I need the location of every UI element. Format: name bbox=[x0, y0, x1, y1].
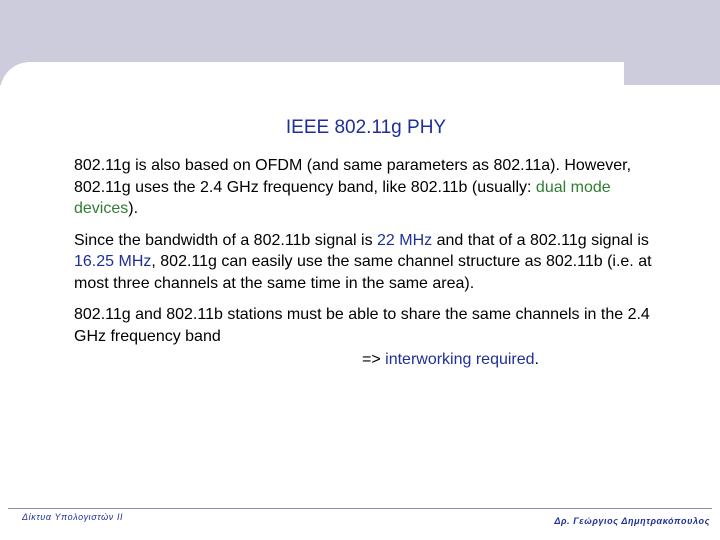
header-band-inner bbox=[0, 0, 624, 62]
paragraph-ofdm-text-a: 802.11g is also based on OFDM (and same parameters as 802.11a). However, 802.11g uses the 2.4 GHz frequency band, like 802.11b (usually: bbox=[74, 157, 632, 196]
footer-divider bbox=[8, 508, 712, 509]
arrow-symbol: => bbox=[362, 351, 386, 368]
bandwidth-1625mhz-highlight: 16.25 MHz bbox=[74, 253, 152, 270]
bandwidth-22mhz-highlight: 22 MHz bbox=[377, 231, 433, 249]
paragraph-ofdm-text-b: ). bbox=[128, 200, 139, 217]
slide-title: IEEE 802.11g PHY bbox=[285, 117, 447, 138]
paragraph-ofdm bbox=[74, 155, 674, 220]
paragraph-bandwidth-text-b: and that of a 802.11g signal is bbox=[432, 231, 649, 249]
footer-course-name: Δίκτυα Υπολογιστών ΙΙ bbox=[22, 512, 124, 522]
paragraph-interworking bbox=[74, 304, 674, 371]
paragraph-bandwidth-text-c: , 802.11g can easily use the same channel structure as 802.11b (i.e. at most three channels at the same time in the same area). bbox=[74, 253, 652, 292]
footer-author-name: Δρ. Γεώργιος Δημητρακόπουλος bbox=[554, 516, 710, 526]
interworking-required-highlight: interworking required bbox=[385, 351, 535, 368]
dual-mode-devices-highlight: dual mode devices bbox=[74, 178, 611, 217]
interworking-line bbox=[74, 349, 674, 371]
paragraph-bandwidth bbox=[74, 230, 674, 295]
paragraph-bandwidth-text-a: Since the bandwidth of a 802.11b signal is bbox=[74, 231, 378, 249]
paragraph-interworking-text-a: 802.11g and 802.11b stations must be able to share the same channels in the 2.4 GHz frequency band bbox=[74, 306, 650, 345]
paragraph-interworking-text-b: . bbox=[534, 351, 539, 368]
header-band-cutout bbox=[0, 62, 624, 92]
slide-body bbox=[74, 155, 674, 381]
